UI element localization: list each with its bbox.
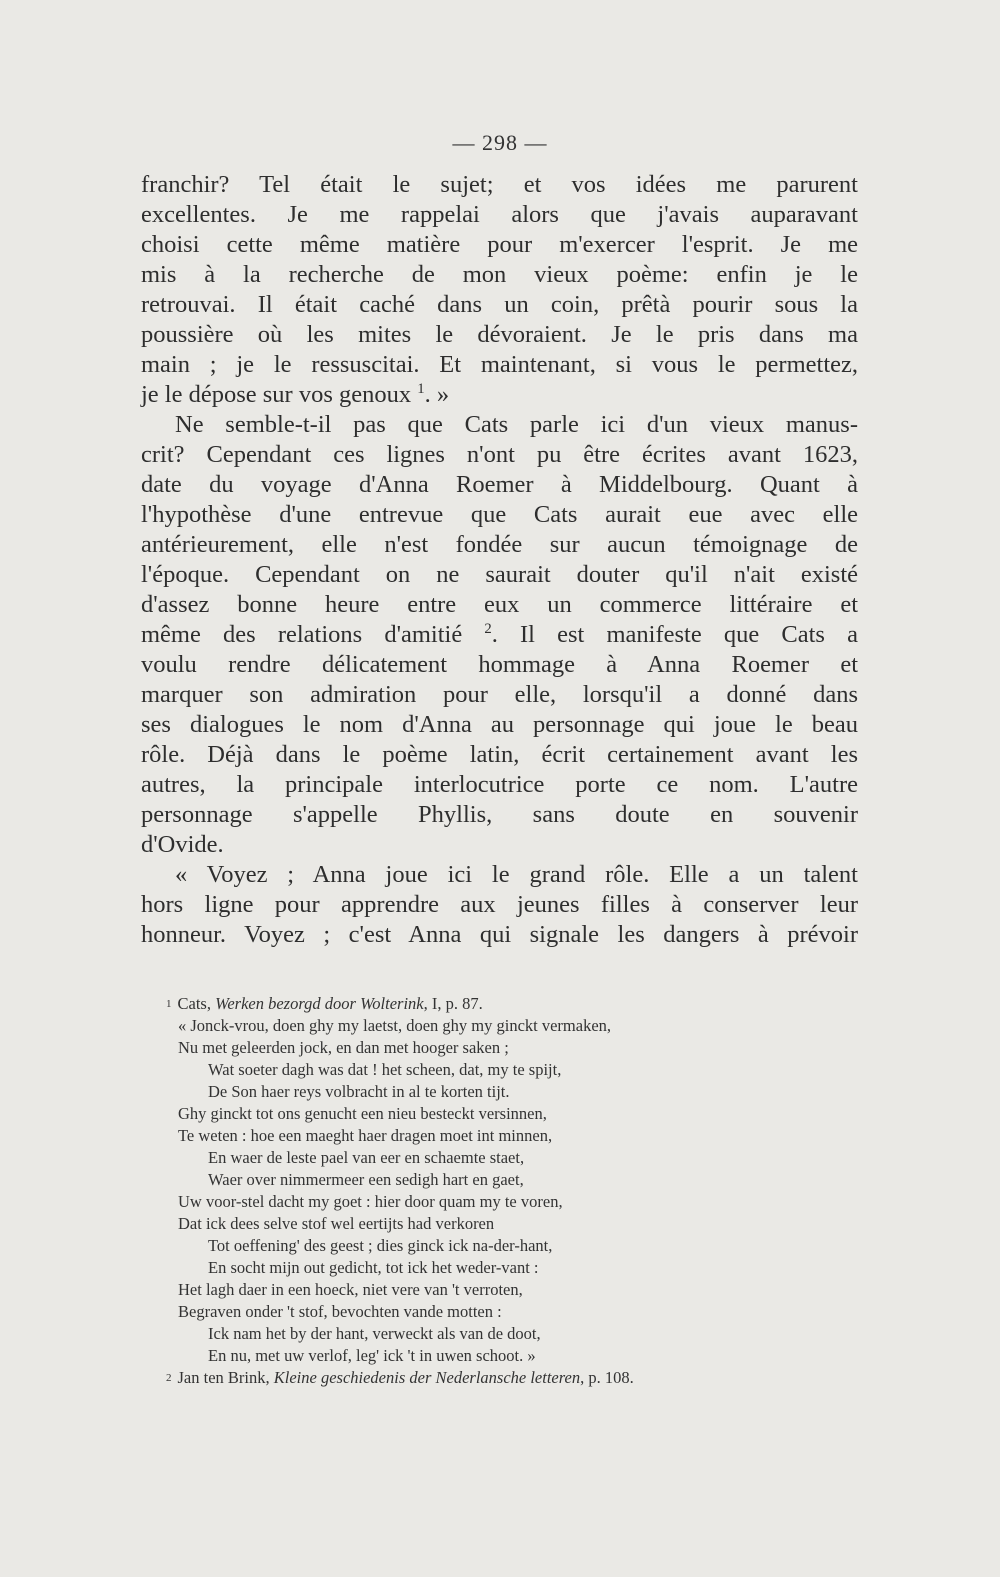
body-line: voulu rendre délicatement hommage à Anna Roemer et xyxy=(141,651,858,678)
body-line: l'hypothèse d'une entrevue que Cats aurait eue avec elle xyxy=(141,501,858,528)
verse-line: Te weten : hoe een maeght haer dragen moet int minnen, xyxy=(178,1126,553,1145)
body-line: ses dialogues le nom d'Anna au personnage qui joue le beau xyxy=(141,711,858,738)
verse-line: Nu met geleerden jock, en dan met hooger saken ; xyxy=(178,1038,509,1057)
body-line xyxy=(141,620,858,650)
footnote-mark: 1 xyxy=(166,998,172,1010)
body-line-text: je le dépose sur vos genoux xyxy=(141,381,412,408)
body-line-text: même des relations d'amitié xyxy=(141,621,463,648)
verse-line: Tot oeffening' des geest ; dies ginck ick na-der-hant, xyxy=(208,1236,553,1255)
body-line: choisi cette même matière pour m'exercer l'esprit. Je me xyxy=(141,231,858,258)
verse-line: En socht mijn out gedicht, tot ick het weder-vant : xyxy=(208,1258,539,1277)
body-text xyxy=(141,170,858,950)
body-line: personnage s'appelle Phyllis, sans doute en souvenir xyxy=(141,801,858,828)
verse-line: Waer over nimmermeer een sedigh hart en gaet, xyxy=(208,1170,524,1189)
body-line: franchir? Tel était le sujet; et vos idées me parurent xyxy=(141,171,858,198)
body-line: d'Ovide. xyxy=(141,831,224,858)
verse-line: Wat soeter dagh was dat ! het scheen, dat, my te spijt, xyxy=(208,1060,562,1079)
body-line: « Voyez ; Anna joue ici le grand rôle. Elle a un talent xyxy=(175,861,858,888)
body-line: rôle. Déjà dans le poème latin, écrit certainement avant les xyxy=(141,741,858,768)
body-line-text: . Il est manifeste que Cats a xyxy=(491,621,858,648)
body-line: date du voyage d'Anna Roemer à Middelbourg. Quant à xyxy=(141,471,858,498)
footnote-text: , p. 108. xyxy=(580,1368,634,1387)
page-number: — 298 — xyxy=(452,130,548,155)
body-line: marquer son admiration pour elle, lorsqu'il a donné dans xyxy=(141,681,858,708)
body-line: crit? Cependant ces lignes n'ont pu être écrites avant 1623, xyxy=(141,441,858,468)
footnote-ref-2[interactable]: 2 xyxy=(484,620,492,637)
body-line-text: . » xyxy=(424,381,450,408)
body-line: main ; je le ressuscitai. Et maintenant, si vous le permettez, xyxy=(141,351,858,378)
footnote-mark: 2 xyxy=(166,1372,172,1384)
verse-line: De Son haer reys volbracht in al te korten tijt. xyxy=(208,1082,510,1101)
body-line: Ne semble-t-il pas que Cats parle ici d'un vieux manus- xyxy=(175,411,858,438)
footnote-title: Werken bezorgd door Wolterink xyxy=(215,994,424,1013)
verse-line: Uw voor-stel dacht my goet : hier door quam my te voren, xyxy=(178,1192,563,1211)
body-line: d'assez bonne heure entre eux un commerce littéraire et xyxy=(141,591,858,618)
verse-line: Dat ick dees selve stof wel eertijts had verkoren xyxy=(178,1214,495,1233)
verse-line: Ick nam het by der hant, verweckt als van de doot, xyxy=(208,1324,541,1343)
verse-line: Het lagh daer in een hoeck, niet vere van 't verroten, xyxy=(178,1280,523,1299)
footnote-text: , I, p. 87. xyxy=(423,994,483,1013)
body-line: autres, la principale interlocutrice porte ce nom. L'autre xyxy=(141,771,858,798)
verse-line: « Jonck-vrou, doen ghy my laetst, doen ghy my ginckt vermaken, xyxy=(178,1016,612,1035)
body-line: hors ligne pour apprendre aux jeunes filles à conserver leur xyxy=(141,891,858,918)
body-line: excellentes. Je me rappelai alors que j'avais auparavant xyxy=(141,201,858,228)
footnotes xyxy=(166,993,836,1389)
verse-line: En waer de leste pael van eer en schaemte staet, xyxy=(208,1148,525,1167)
verse-line: En nu, met uw verlof, leg' ick 't in uwen schoot. » xyxy=(208,1346,536,1365)
footnote-2 xyxy=(166,1367,836,1389)
verse-line: Ghy ginckt tot ons genucht een nieu besteckt versinnen, xyxy=(178,1104,547,1123)
body-line: honneur. Voyez ; c'est Anna qui signale les dangers à prévoir xyxy=(141,921,858,948)
body-line: retrouvai. Il était caché dans un coin, prêtà pourir sous la xyxy=(141,291,858,318)
verse-line: Begraven onder 't stof, bevochten vande motten : xyxy=(178,1302,502,1321)
body-line: antérieurement, elle n'est fondée sur aucun témoignage de xyxy=(141,531,858,558)
footnote-ref-1[interactable]: 1 xyxy=(417,380,425,397)
body-line: l'époque. Cependant on ne saurait douter qu'il n'ait existé xyxy=(141,561,858,588)
footnote-text: Cats, xyxy=(177,994,216,1013)
footnote-1 xyxy=(166,993,836,1015)
body-line: mis à la recherche de mon vieux poème: enfin je le xyxy=(141,261,858,288)
footnote-text: Jan ten Brink, xyxy=(177,1368,274,1387)
body-line: poussière où les mites le dévoraient. Je le pris dans ma xyxy=(141,321,858,348)
body-line xyxy=(141,380,858,410)
footnote-title: Kleine geschiedenis der Nederlansche letteren xyxy=(273,1368,581,1387)
